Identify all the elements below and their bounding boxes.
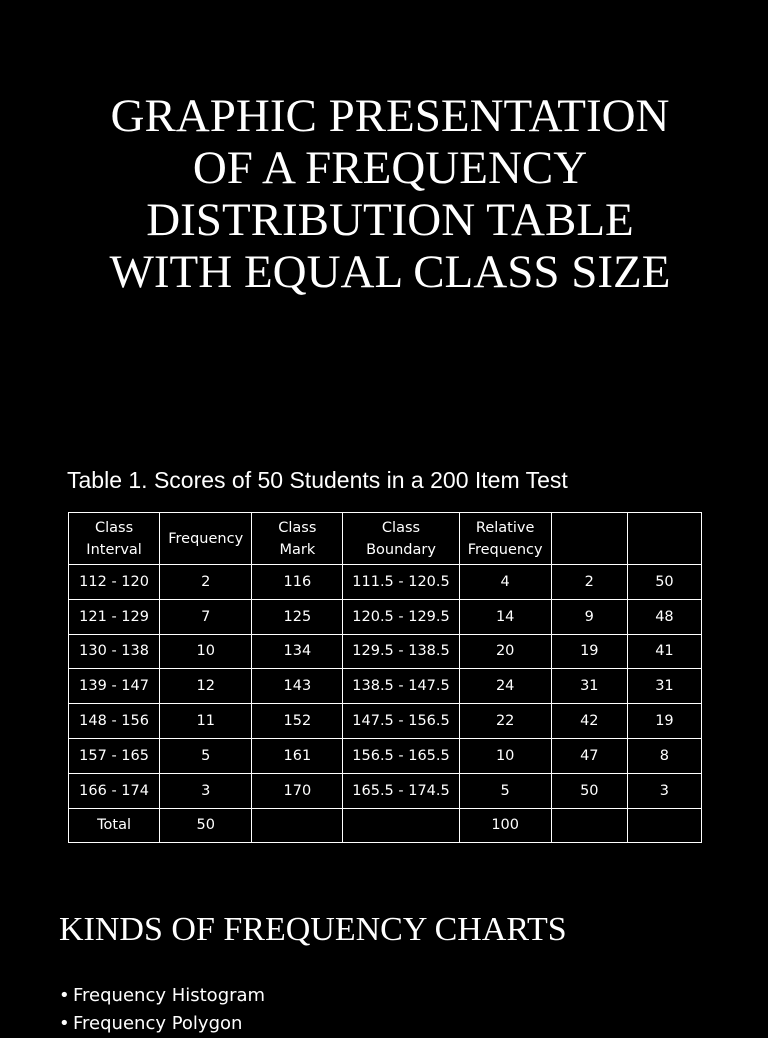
table-cell: 112 - 120 xyxy=(69,565,160,600)
table-cell: 10 xyxy=(459,738,551,773)
section-heading: KINDS OF FREQUENCY CHARTS xyxy=(59,911,567,948)
table-caption: Table 1. Scores of 50 Students in a 200 Item Test xyxy=(67,467,568,493)
table-row xyxy=(69,773,702,808)
table-cell: 143 xyxy=(252,669,343,704)
column-header xyxy=(160,513,252,565)
table-cell: 4 xyxy=(459,565,551,600)
table-cell: 170 xyxy=(252,773,343,808)
table-row xyxy=(69,634,702,669)
column-header-line: Mark xyxy=(279,541,316,558)
table-cell: 7 xyxy=(160,599,252,634)
table-cell: 147.5 - 156.5 xyxy=(343,704,459,739)
total-row xyxy=(69,808,702,843)
table-cell: 152 xyxy=(252,704,343,739)
table-cell: 2 xyxy=(551,565,627,600)
table-cell: 50 xyxy=(627,565,701,600)
table-cell xyxy=(551,808,627,843)
table-row xyxy=(69,738,702,773)
table-cell xyxy=(627,808,701,843)
list-item-label: Frequency Polygon xyxy=(73,1013,243,1034)
column-header-line: Class xyxy=(381,519,421,536)
table-cell xyxy=(343,808,459,843)
table-cell: 121 - 129 xyxy=(69,599,160,634)
list-item xyxy=(59,982,265,1010)
title-line: GRAPHIC PRESENTATION xyxy=(110,90,670,142)
slide-title xyxy=(40,90,740,298)
table-cell: 31 xyxy=(551,669,627,704)
frequency-distribution-table xyxy=(68,512,702,843)
table-cell: 11 xyxy=(160,704,252,739)
column-header-line: Class xyxy=(278,519,317,536)
table-cell: 125 xyxy=(252,599,343,634)
table-cell: 42 xyxy=(551,704,627,739)
table-cell: 19 xyxy=(627,704,701,739)
table-body xyxy=(69,565,702,843)
table-cell: 139 - 147 xyxy=(69,669,160,704)
table-cell: 3 xyxy=(160,773,252,808)
table-cell: 41 xyxy=(627,634,701,669)
column-header xyxy=(627,513,701,565)
table-cell: 156.5 - 165.5 xyxy=(343,738,459,773)
column-header xyxy=(69,513,160,565)
table-row xyxy=(69,669,702,704)
table-cell: 138.5 - 147.5 xyxy=(343,669,459,704)
column-header-line: Relative xyxy=(475,519,535,536)
table-cell: 19 xyxy=(551,634,627,669)
title-line: OF A FREQUENCY xyxy=(192,142,588,194)
list-item xyxy=(59,1010,265,1038)
column-header xyxy=(459,513,551,565)
table-row xyxy=(69,704,702,739)
column-header-line: Frequency xyxy=(168,530,244,547)
table-header xyxy=(69,513,702,565)
table-cell: 47 xyxy=(551,738,627,773)
column-header-line: Class xyxy=(94,519,134,536)
column-header xyxy=(252,513,343,565)
table-cell: 148 - 156 xyxy=(69,704,160,739)
table-cell: 2 xyxy=(160,565,252,600)
table-cell: 14 xyxy=(459,599,551,634)
table-cell: 10 xyxy=(160,634,252,669)
table-cell: 120.5 - 129.5 xyxy=(343,599,459,634)
table-cell: 12 xyxy=(160,669,252,704)
table-cell xyxy=(252,808,343,843)
table-cell: 111.5 - 120.5 xyxy=(343,565,459,600)
table-cell: 3 xyxy=(627,773,701,808)
kinds-list xyxy=(59,982,265,1038)
table-cell: 5 xyxy=(459,773,551,808)
title-line: WITH EQUAL CLASS SIZE xyxy=(109,246,671,298)
bullet-icon: • xyxy=(59,1013,70,1034)
title-line: DISTRIBUTION TABLE xyxy=(146,194,634,246)
table-cell: 5 xyxy=(160,738,252,773)
table-cell: 116 xyxy=(252,565,343,600)
table-cell: 50 xyxy=(160,808,252,843)
table-row xyxy=(69,599,702,634)
table-cell: 129.5 - 138.5 xyxy=(343,634,459,669)
column-header xyxy=(343,513,459,565)
table-cell: 24 xyxy=(459,669,551,704)
column-header xyxy=(551,513,627,565)
column-header-line: Frequency xyxy=(467,541,543,558)
header-row xyxy=(69,513,702,565)
table-cell: Total xyxy=(69,808,160,843)
table-row xyxy=(69,565,702,600)
table-cell: 100 xyxy=(459,808,551,843)
bullet-icon: • xyxy=(59,985,70,1006)
column-header-line: Interval xyxy=(86,541,142,558)
table-cell: 161 xyxy=(252,738,343,773)
table-cell: 8 xyxy=(627,738,701,773)
table-cell: 31 xyxy=(627,669,701,704)
table-cell: 50 xyxy=(551,773,627,808)
table-cell: 130 - 138 xyxy=(69,634,160,669)
column-header-line: Boundary xyxy=(366,541,436,558)
table-cell: 9 xyxy=(551,599,627,634)
table-cell: 22 xyxy=(459,704,551,739)
table-cell: 165.5 - 174.5 xyxy=(343,773,459,808)
list-item-label: Frequency Histogram xyxy=(73,985,266,1006)
table-cell: 157 - 165 xyxy=(69,738,160,773)
table-cell: 48 xyxy=(627,599,701,634)
table-cell: 134 xyxy=(252,634,343,669)
table-cell: 166 - 174 xyxy=(69,773,160,808)
table-cell: 20 xyxy=(459,634,551,669)
